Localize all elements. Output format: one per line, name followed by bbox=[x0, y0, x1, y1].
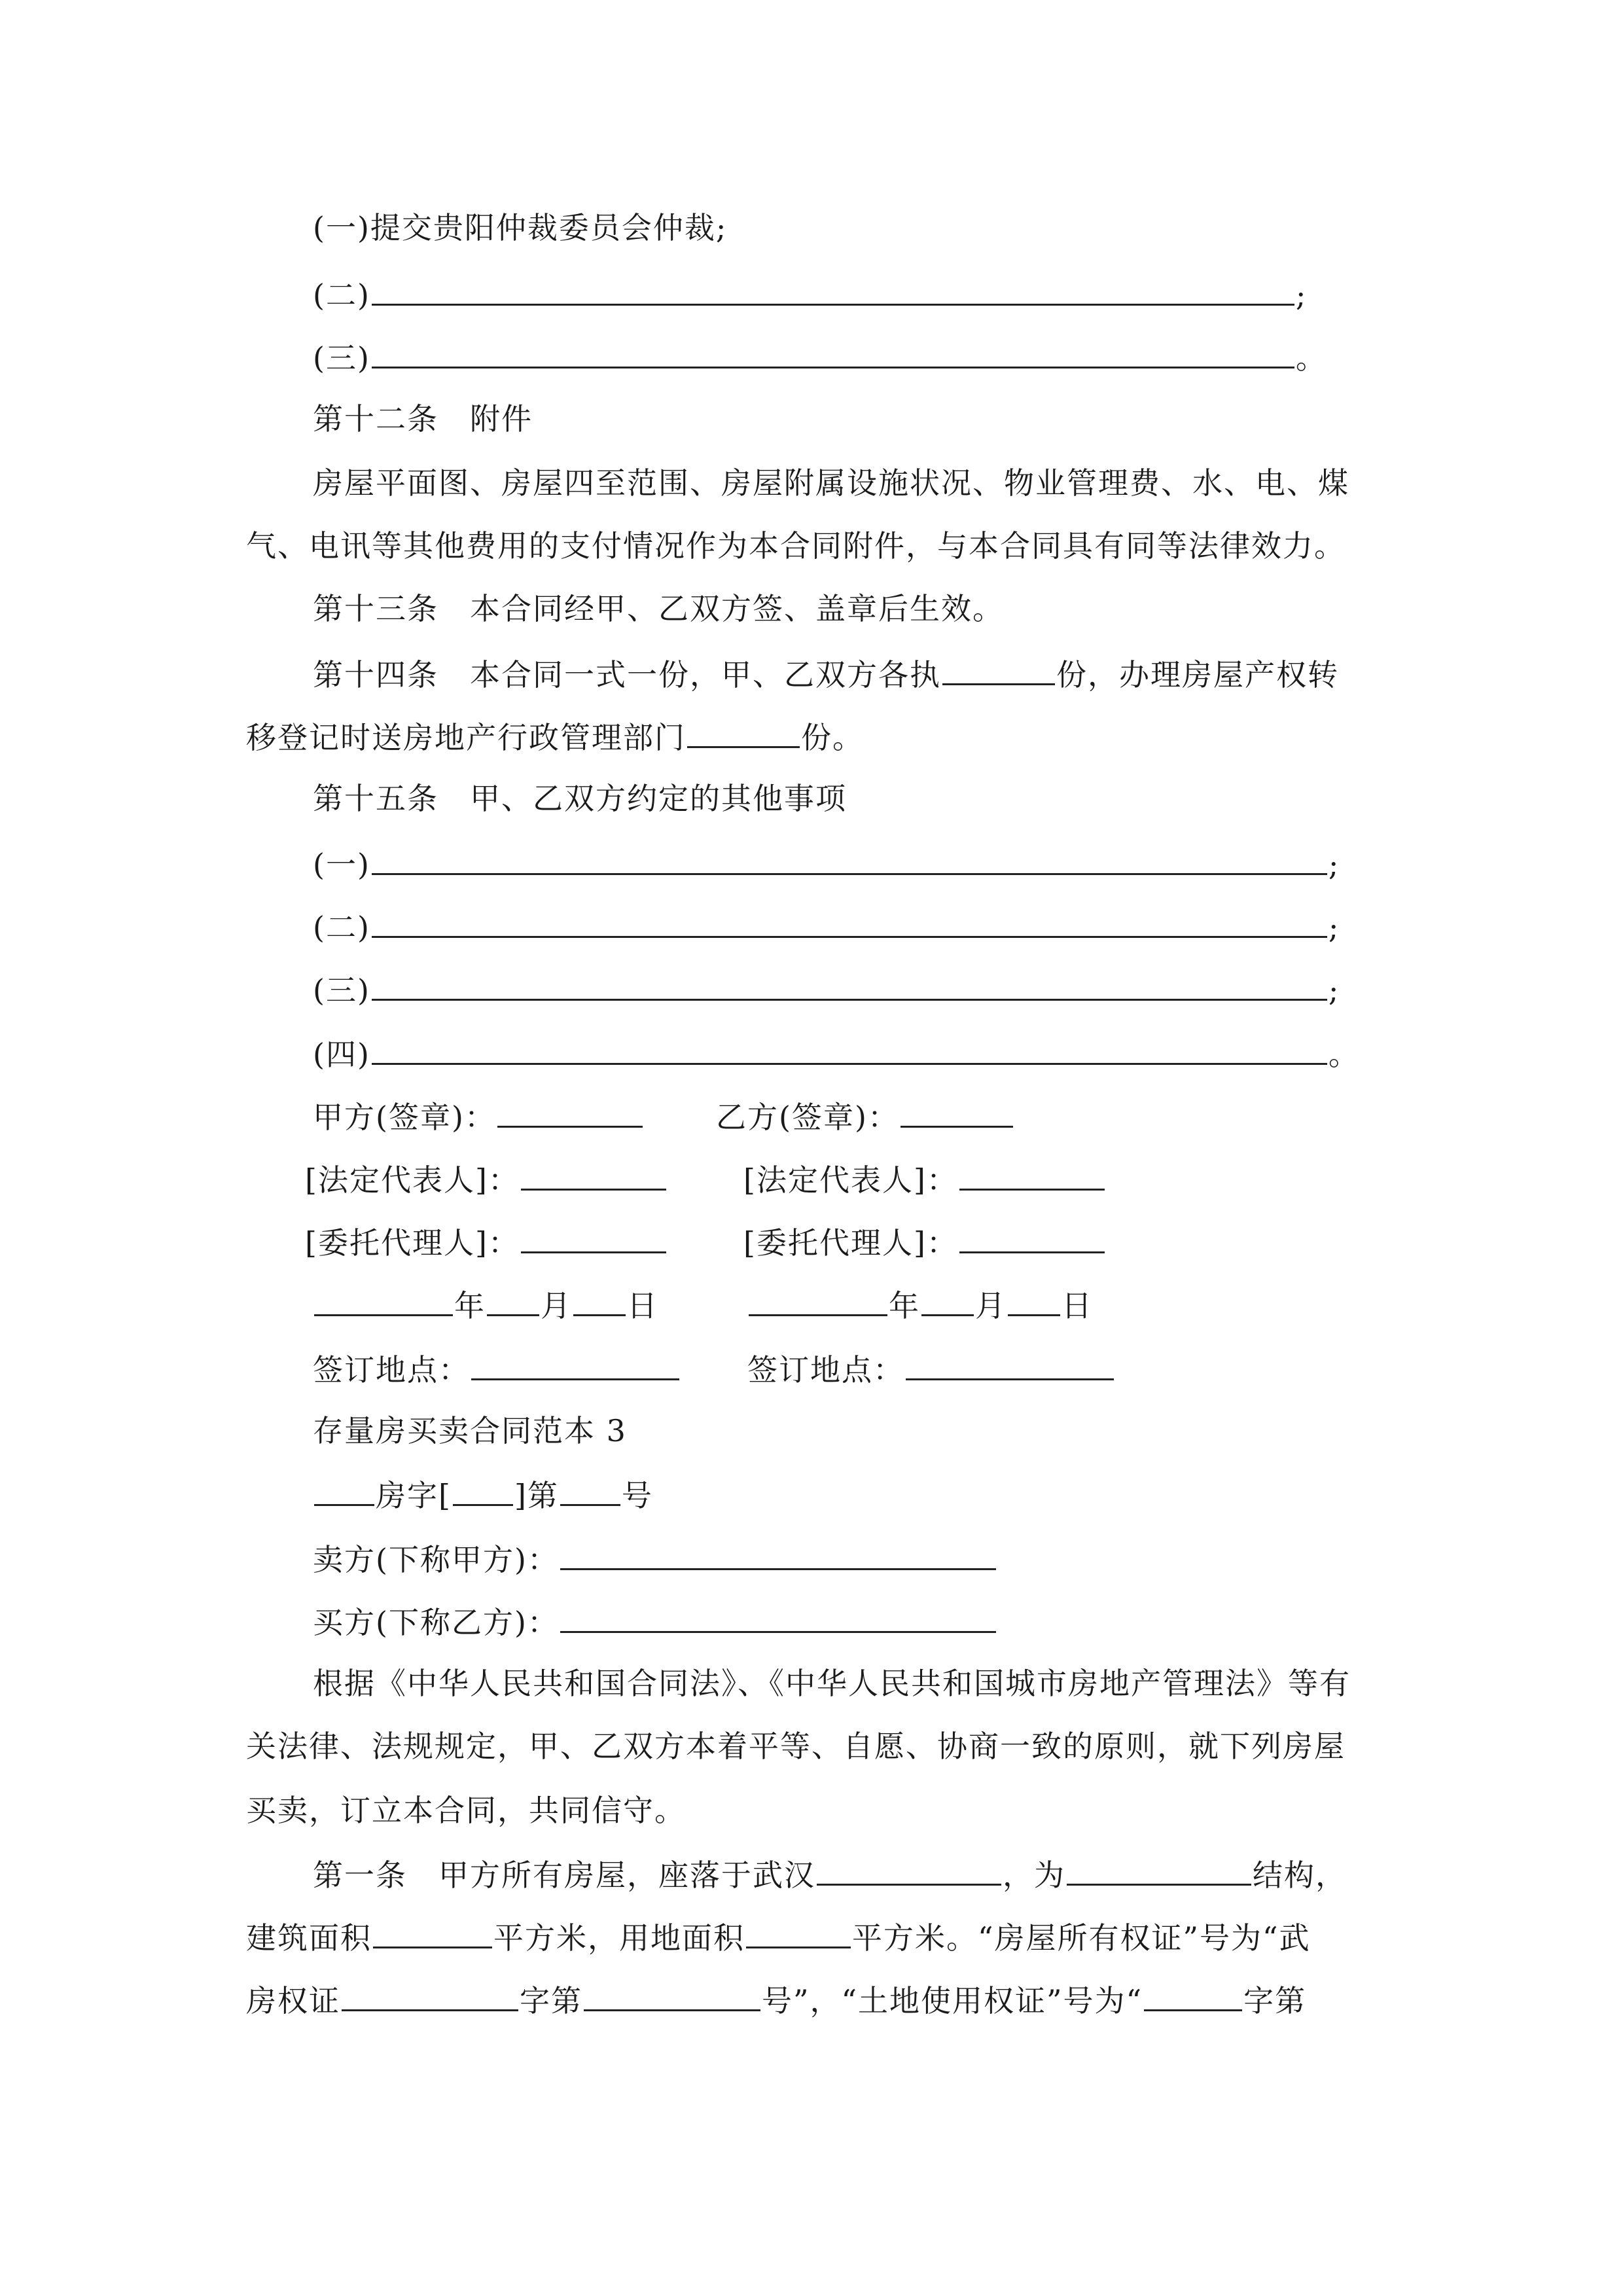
party-b-agent bbox=[743, 1215, 1106, 1267]
option-label: (二) bbox=[313, 910, 370, 945]
text-segment: 号 bbox=[621, 1478, 653, 1513]
party-a-sign-field[interactable] bbox=[497, 1089, 643, 1128]
legal-rep-label: [法定代表人]： bbox=[743, 1162, 958, 1198]
party-a-date bbox=[313, 1278, 658, 1330]
seller-field[interactable] bbox=[560, 1532, 996, 1570]
day-label: 日 bbox=[1061, 1288, 1093, 1323]
seller-line bbox=[313, 1532, 997, 1584]
legal-rep-field[interactable] bbox=[521, 1152, 666, 1191]
blank-field[interactable] bbox=[687, 709, 800, 748]
article-1-line-1 bbox=[313, 1847, 1347, 1899]
line-end: 。 bbox=[1295, 340, 1327, 376]
text-segment: 房权证 bbox=[246, 1983, 340, 2018]
article-15-item-3 bbox=[313, 962, 1340, 1014]
blank-field[interactable] bbox=[372, 267, 1294, 306]
option-label: (三) bbox=[313, 340, 370, 376]
cert-word-field[interactable] bbox=[342, 1973, 518, 2011]
place-label: 签订地点： bbox=[313, 1352, 470, 1388]
article-14-line-1 bbox=[313, 647, 1339, 699]
place-field[interactable] bbox=[471, 1342, 679, 1380]
buyer-label: 买方(下称乙方)： bbox=[313, 1605, 559, 1640]
year-label: 年 bbox=[889, 1288, 920, 1323]
month-field[interactable] bbox=[487, 1278, 539, 1316]
article-12-line-1: 房屋平面图、房屋四至范围、房屋附属设施状况、物业管理费、水、电、煤 bbox=[313, 465, 1349, 501]
option-label: (一) bbox=[313, 847, 370, 882]
text-segment: 结构， bbox=[1253, 1857, 1347, 1893]
arbitration-option-2 bbox=[313, 267, 1307, 319]
day-field[interactable] bbox=[1008, 1278, 1060, 1316]
blank-field[interactable] bbox=[942, 647, 1055, 685]
text-segment: ]第 bbox=[514, 1478, 559, 1513]
party-b-signature bbox=[716, 1089, 1014, 1141]
text-segment: 份，办理房屋产权转 bbox=[1056, 657, 1339, 692]
intro-line-3: 买卖，订立本合同，共同信守。 bbox=[246, 1793, 686, 1828]
text-segment: 字第 bbox=[1243, 1983, 1307, 2018]
text-segment: 第十四条 本合同一式一份，甲、乙双方各执 bbox=[313, 657, 941, 692]
blank-field[interactable] bbox=[372, 330, 1294, 368]
agent-field[interactable] bbox=[521, 1215, 666, 1253]
party-a-place bbox=[313, 1342, 681, 1394]
seller-label: 卖方(下称甲方)： bbox=[313, 1542, 559, 1577]
article-12-line-2: 气、电讯等其他费用的支付情况作为本合同附件，与本合同具有同等法律效力。 bbox=[246, 528, 1346, 564]
blank-field[interactable] bbox=[372, 899, 1327, 938]
party-b-label: 乙方(签章)： bbox=[716, 1100, 899, 1135]
line-end: ; bbox=[1328, 910, 1340, 945]
text-segment: ，为 bbox=[1003, 1857, 1065, 1893]
intro-line-2: 关法律、法规规定，甲、乙双方本着平等、自愿、协商一致的原则，就下列房屋 bbox=[246, 1729, 1346, 1764]
text-segment: 移登记时送房地产行政管理部门 bbox=[246, 720, 686, 755]
line-end: ; bbox=[1328, 847, 1340, 882]
place-label: 签订地点： bbox=[747, 1352, 904, 1388]
article-15-item-1 bbox=[313, 836, 1340, 889]
buyer-field[interactable] bbox=[560, 1594, 996, 1633]
day-field[interactable] bbox=[573, 1278, 626, 1316]
prefix-field[interactable] bbox=[314, 1467, 374, 1506]
year-field[interactable] bbox=[749, 1278, 887, 1316]
buyer-line bbox=[313, 1594, 997, 1647]
text-segment: 房字[ bbox=[376, 1478, 452, 1513]
land-area-field[interactable] bbox=[746, 1910, 851, 1948]
party-a-legal-rep bbox=[305, 1152, 668, 1204]
text-segment: 字第 bbox=[520, 1983, 582, 2018]
sample-3-title: 存量房买卖合同范本 3 bbox=[313, 1413, 627, 1448]
party-b-legal-rep bbox=[743, 1152, 1106, 1204]
blank-field[interactable] bbox=[372, 1026, 1327, 1065]
article-1-line-2 bbox=[246, 1910, 1311, 1962]
day-label: 日 bbox=[627, 1288, 658, 1323]
article-13: 第十三条 本合同经甲、乙双方签、盖章后生效。 bbox=[313, 591, 1004, 626]
cert-number-field[interactable] bbox=[584, 1973, 760, 2011]
party-b-date bbox=[747, 1278, 1093, 1330]
party-a-label: 甲方(签章)： bbox=[313, 1100, 496, 1135]
article-15-title: 第十五条 甲、乙双方约定的其他事项 bbox=[313, 781, 847, 816]
arbitration-option-1: (一)提交贵阳仲裁委员会仲裁; bbox=[313, 210, 728, 245]
building-area-field[interactable] bbox=[373, 1910, 492, 1948]
text-segment: 平方米。“房屋所有权证”号为“武 bbox=[852, 1920, 1311, 1956]
agent-label: [委托代理人]： bbox=[305, 1225, 520, 1261]
location-field[interactable] bbox=[817, 1847, 1001, 1886]
month-label: 月 bbox=[975, 1288, 1007, 1323]
year-field[interactable] bbox=[314, 1278, 453, 1316]
year-field[interactable] bbox=[453, 1467, 513, 1506]
blank-field[interactable] bbox=[372, 836, 1327, 875]
text-segment: 第一条 甲方所有房屋，座落于武汉 bbox=[313, 1857, 815, 1893]
article-12-title: 第十二条 附件 bbox=[313, 401, 533, 437]
option-label: (四) bbox=[313, 1037, 370, 1072]
arbitration-option-3 bbox=[313, 330, 1327, 382]
line-end: ; bbox=[1328, 973, 1340, 1008]
place-field[interactable] bbox=[906, 1342, 1114, 1380]
month-field[interactable] bbox=[921, 1278, 974, 1316]
article-14-line-2 bbox=[246, 709, 864, 762]
text-segment: 平方米，用地面积 bbox=[493, 1920, 745, 1956]
option-label: (二) bbox=[313, 278, 370, 313]
document-number-line bbox=[313, 1467, 653, 1520]
land-cert-word-field[interactable] bbox=[1144, 1973, 1242, 2011]
structure-field[interactable] bbox=[1067, 1847, 1251, 1886]
article-15-item-2 bbox=[313, 899, 1340, 952]
party-a-agent bbox=[305, 1215, 668, 1267]
party-b-sign-field[interactable] bbox=[901, 1089, 1013, 1128]
legal-rep-label: [法定代表人]： bbox=[305, 1162, 520, 1198]
intro-line-1: 根据《中华人民共和国合同法》、《中华人民共和国城市房地产管理法》等有 bbox=[313, 1666, 1351, 1701]
text-segment: 份。 bbox=[801, 720, 864, 755]
option-label: (三) bbox=[313, 973, 370, 1008]
article-15-item-4 bbox=[313, 1026, 1360, 1079]
text-segment: 建筑面积 bbox=[246, 1920, 372, 1956]
line-end: ; bbox=[1295, 278, 1308, 313]
article-1-line-3 bbox=[246, 1973, 1306, 2025]
year-label: 年 bbox=[454, 1288, 486, 1323]
agent-field[interactable] bbox=[959, 1215, 1105, 1253]
agent-label: [委托代理人]： bbox=[743, 1225, 958, 1261]
month-label: 月 bbox=[541, 1288, 572, 1323]
blank-field[interactable] bbox=[372, 962, 1327, 1001]
text-segment: 号”，“土地使用权证”号为“ bbox=[762, 1983, 1143, 2018]
line-end: 。 bbox=[1328, 1037, 1360, 1072]
party-b-place bbox=[747, 1342, 1115, 1394]
number-field[interactable] bbox=[560, 1467, 620, 1506]
legal-rep-field[interactable] bbox=[959, 1152, 1105, 1191]
party-a-signature bbox=[313, 1089, 644, 1141]
